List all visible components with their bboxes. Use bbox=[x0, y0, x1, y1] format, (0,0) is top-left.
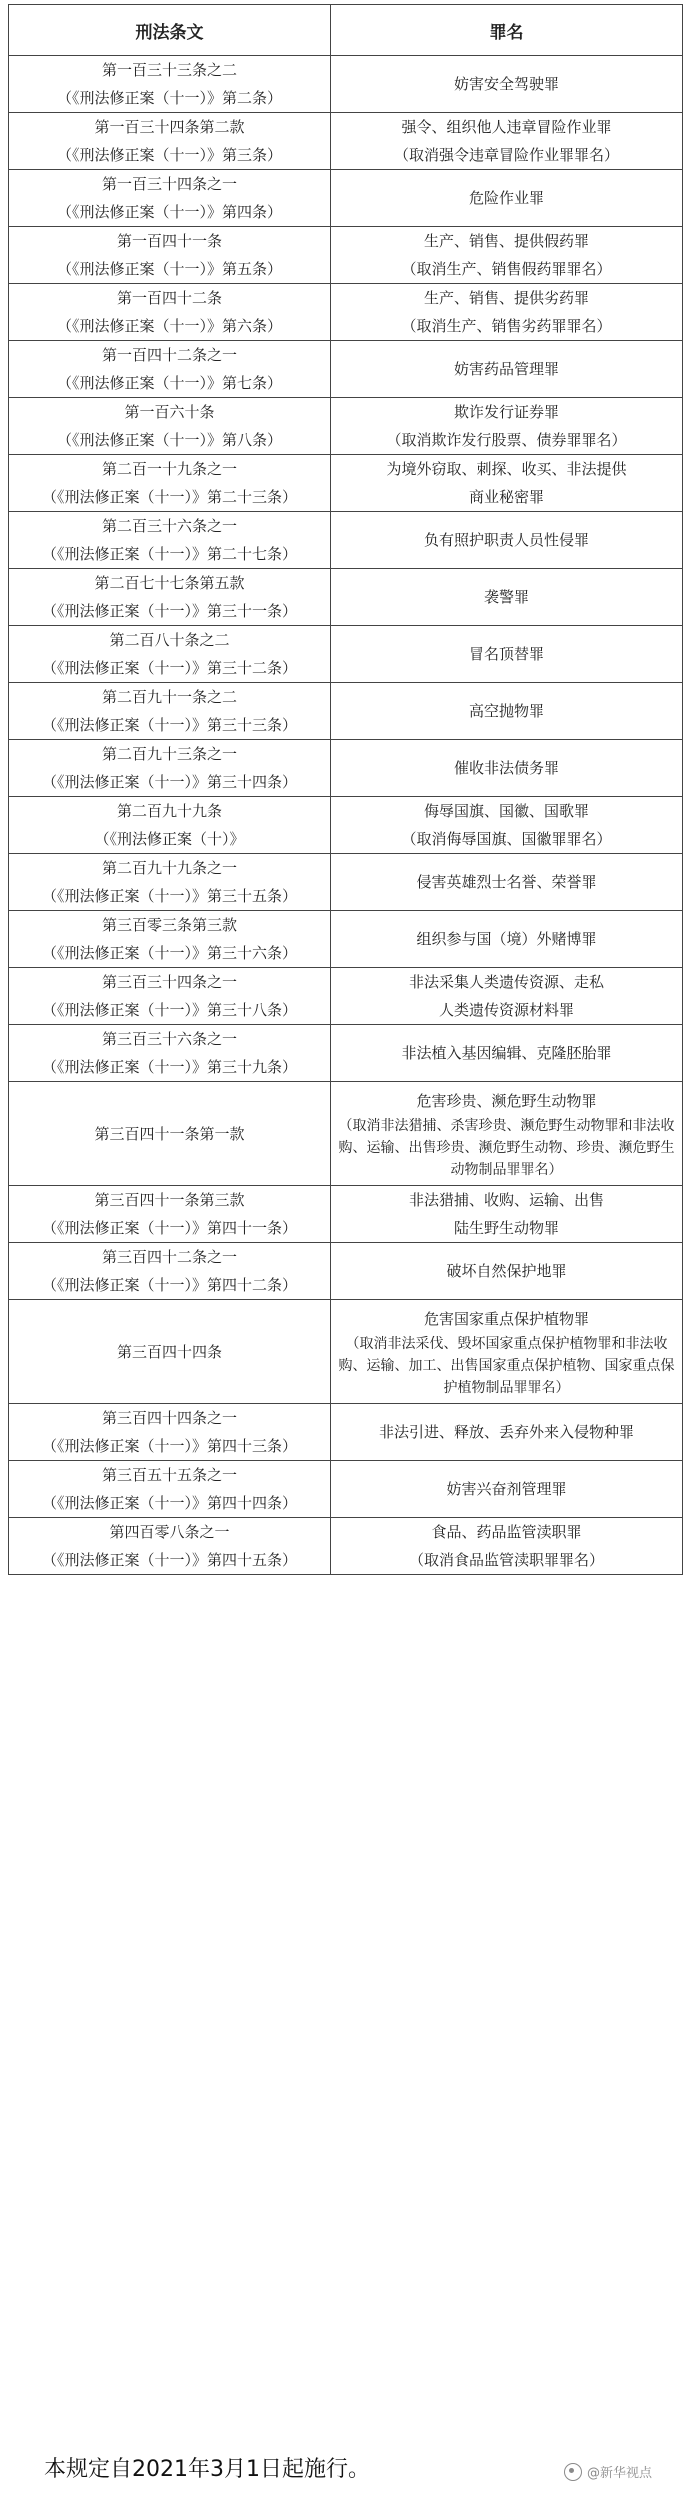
crime-cell bbox=[331, 1518, 683, 1575]
crime-cell bbox=[331, 56, 683, 113]
crime-cell bbox=[331, 455, 683, 512]
crime-name: 非法采集人类遗传资源、走私 bbox=[408, 973, 604, 991]
crime-name: 侵害英雄烈士名誉、荣誉罪 bbox=[416, 873, 597, 891]
crime-cell bbox=[331, 1082, 683, 1186]
crime-cell bbox=[331, 854, 683, 911]
table-row bbox=[9, 1082, 683, 1186]
amendment-reference: （《刑法修正案（十一）》第三十五条） bbox=[41, 887, 297, 905]
article-number: 第一百六十条 bbox=[124, 403, 215, 421]
article-number: 第三百三十四条之一 bbox=[101, 973, 237, 991]
amendment-reference: （《刑法修正案（十一）》第二十七条） bbox=[41, 545, 297, 563]
article-cell bbox=[9, 341, 331, 398]
table-row bbox=[9, 1243, 683, 1300]
header-crime: 罪名 bbox=[331, 5, 683, 56]
crime-name: 侮辱国旗、国徽、国歌罪 bbox=[423, 802, 589, 820]
table-row bbox=[9, 113, 683, 170]
amendment-reference: （《刑法修正案（十一）》第三十四条） bbox=[41, 773, 297, 791]
article-number: 第一百四十二条之一 bbox=[101, 346, 237, 364]
watermark bbox=[564, 2462, 652, 2481]
table-row bbox=[9, 683, 683, 740]
crime-note: （取消非法采伐、毁坏国家重点保护植物罪和非法收购、运输、加工、出售国家重点保护植物、国家重点保护植物制品罪罪名） bbox=[338, 1335, 675, 1396]
amendment-reference: （《刑法修正案（十一）》第四十五条） bbox=[41, 1551, 297, 1569]
article-cell bbox=[9, 1404, 331, 1461]
crime-name: 组织参与国（境）外赌博罪 bbox=[416, 930, 597, 948]
amendment-reference: （《刑法修正案（十一）》第七条） bbox=[56, 374, 282, 392]
crime-cell bbox=[331, 968, 683, 1025]
article-number: 第二百八十条之二 bbox=[109, 631, 230, 649]
table-row bbox=[9, 170, 683, 227]
article-number: 第二百九十一条之二 bbox=[101, 688, 237, 706]
crime-cell bbox=[331, 398, 683, 455]
article-cell bbox=[9, 56, 331, 113]
table-row bbox=[9, 740, 683, 797]
article-number: 第三百四十一条第一款 bbox=[94, 1124, 245, 1143]
amendment-reference: （《刑法修正案（十一）》第三十六条） bbox=[41, 944, 297, 962]
crime-cell bbox=[331, 626, 683, 683]
table-row bbox=[9, 284, 683, 341]
crime-name: 非法植入基因编辑、克隆胚胎罪 bbox=[401, 1044, 612, 1062]
crime-cell bbox=[331, 341, 683, 398]
article-number: 第四百零八条之一 bbox=[109, 1523, 230, 1541]
crime-cell bbox=[331, 740, 683, 797]
table-row bbox=[9, 968, 683, 1025]
article-number: 第二百九十九条 bbox=[116, 802, 222, 820]
article-number: 第三百四十一条第三款 bbox=[94, 1191, 245, 1209]
article-cell bbox=[9, 398, 331, 455]
amendment-reference: （《刑法修正案（十一）》第二条） bbox=[56, 89, 282, 107]
table-row bbox=[9, 1186, 683, 1243]
crime-name: 非法猎捕、收购、运输、出售 bbox=[408, 1191, 604, 1209]
table-row bbox=[9, 512, 683, 569]
article-number: 第三百四十二条之一 bbox=[101, 1248, 237, 1266]
table-row bbox=[9, 227, 683, 284]
article-cell bbox=[9, 1082, 331, 1186]
amendment-reference: （《刑法修正案（十一）》第二十三条） bbox=[41, 488, 297, 506]
crime-name: 冒名顶替罪 bbox=[468, 645, 544, 663]
table-row bbox=[9, 1025, 683, 1082]
crime-note: 商业秘密罪 bbox=[468, 488, 544, 506]
crime-name: 食品、药品监管渎职罪 bbox=[431, 1523, 582, 1541]
crime-name: 破坏自然保护地罪 bbox=[446, 1262, 567, 1280]
crime-note: 陆生野生动物罪 bbox=[453, 1219, 559, 1237]
article-cell bbox=[9, 170, 331, 227]
article-number: 第三百三十六条之一 bbox=[101, 1030, 237, 1048]
article-number: 第一百四十二条 bbox=[116, 289, 222, 307]
crime-cell bbox=[331, 797, 683, 854]
crime-note: （取消生产、销售假药罪罪名） bbox=[401, 260, 612, 278]
crime-note: （取消生产、销售劣药罪罪名） bbox=[401, 317, 612, 335]
crime-name: 生产、销售、提供劣药罪 bbox=[423, 289, 589, 307]
crime-name: 危害珍贵、濒危野生动物罪 bbox=[416, 1091, 597, 1110]
crime-note: 人类遗传资源材料罪 bbox=[438, 1001, 574, 1019]
article-cell bbox=[9, 626, 331, 683]
amendment-reference: （《刑法修正案（十一）》第三十九条） bbox=[41, 1058, 297, 1076]
crime-table bbox=[8, 4, 683, 1575]
amendment-reference: （《刑法修正案（十一）》第四十三条） bbox=[41, 1437, 297, 1455]
crime-name: 高空抛物罪 bbox=[468, 702, 544, 720]
crime-cell bbox=[331, 1300, 683, 1404]
article-cell bbox=[9, 227, 331, 284]
article-number: 第三百四十四条之一 bbox=[101, 1409, 237, 1427]
weibo-icon bbox=[564, 2463, 582, 2481]
crime-name: 负有照护职责人员性侵罪 bbox=[423, 531, 589, 549]
crime-name: 危害国家重点保护植物罪 bbox=[423, 1309, 589, 1328]
article-number: 第二百九十三条之一 bbox=[101, 745, 237, 763]
crime-cell bbox=[331, 911, 683, 968]
article-cell bbox=[9, 968, 331, 1025]
amendment-reference: （《刑法修正案（十一）》第三十八条） bbox=[41, 1001, 297, 1019]
crime-name: 生产、销售、提供假药罪 bbox=[423, 232, 589, 250]
amendment-reference: （《刑法修正案（十一）》第三条） bbox=[56, 146, 282, 164]
crime-name: 袭警罪 bbox=[483, 588, 529, 606]
amendment-reference: （《刑法修正案（十一）》第六条） bbox=[56, 317, 282, 335]
header-article: 刑法条文 bbox=[9, 5, 331, 56]
article-number: 第二百九十九条之一 bbox=[101, 859, 237, 877]
crime-cell bbox=[331, 113, 683, 170]
amendment-reference: （《刑法修正案（十一）》第三十一条） bbox=[41, 602, 297, 620]
crime-cell bbox=[331, 683, 683, 740]
article-cell bbox=[9, 1461, 331, 1518]
effective-date-note: 本规定自2021年3月1日起施行。 bbox=[44, 2457, 370, 2482]
table-row bbox=[9, 626, 683, 683]
article-number: 第二百七十七条第五款 bbox=[94, 574, 245, 592]
crime-name: 催收非法债务罪 bbox=[453, 759, 559, 777]
table-row bbox=[9, 1404, 683, 1461]
amendment-reference: （《刑法修正案（十一）》第四十四条） bbox=[41, 1494, 297, 1512]
article-cell bbox=[9, 569, 331, 626]
article-number: 第一百三十四条第二款 bbox=[94, 118, 245, 136]
crime-cell bbox=[331, 512, 683, 569]
table-row bbox=[9, 1518, 683, 1575]
crime-note: （取消强令违章冒险作业罪罪名） bbox=[393, 146, 619, 164]
crime-cell bbox=[331, 1404, 683, 1461]
crime-name: 妨害药品管理罪 bbox=[453, 360, 559, 378]
crime-note: （取消食品监管渎职罪罪名） bbox=[408, 1551, 604, 1569]
table-row bbox=[9, 854, 683, 911]
crime-name: 危险作业罪 bbox=[468, 189, 544, 207]
article-cell bbox=[9, 740, 331, 797]
article-cell bbox=[9, 455, 331, 512]
article-cell bbox=[9, 1186, 331, 1243]
article-number: 第一百四十一条 bbox=[116, 232, 222, 250]
amendment-reference: （《刑法修正案（十一）》第三十二条） bbox=[41, 659, 297, 677]
crime-name: 妨害兴奋剂管理罪 bbox=[446, 1480, 567, 1498]
article-number: 第三百四十四条 bbox=[116, 1342, 222, 1361]
amendment-reference: （《刑法修正案（十一）》第四十二条） bbox=[41, 1276, 297, 1294]
amendment-reference: （《刑法修正案（十一）》第四十一条） bbox=[41, 1219, 297, 1237]
article-number: 第一百三十四条之一 bbox=[101, 175, 237, 193]
article-number: 第二百三十六条之一 bbox=[101, 517, 237, 535]
crime-name: 强令、组织他人违章冒险作业罪 bbox=[401, 118, 612, 136]
amendment-reference: （《刑法修正案（十一）》第四条） bbox=[56, 203, 282, 221]
table-row bbox=[9, 569, 683, 626]
crime-cell bbox=[331, 284, 683, 341]
crime-note: （取消非法猎捕、杀害珍贵、濒危野生动物罪和非法收购、运输、出售珍贵、濒危野生动物、珍贵、濒危野生动物制品罪罪名） bbox=[338, 1117, 675, 1178]
crime-cell bbox=[331, 1025, 683, 1082]
crime-cell bbox=[331, 1243, 683, 1300]
article-number: 第一百三十三条之二 bbox=[101, 61, 237, 79]
article-cell bbox=[9, 1243, 331, 1300]
crime-note: （取消欺诈发行股票、债券罪罪名） bbox=[386, 431, 627, 449]
amendment-reference: （《刑法修正案（十一）》第八条） bbox=[56, 431, 282, 449]
article-cell bbox=[9, 683, 331, 740]
article-cell bbox=[9, 854, 331, 911]
table-row bbox=[9, 1300, 683, 1404]
table-row bbox=[9, 56, 683, 113]
crime-cell bbox=[331, 227, 683, 284]
crime-cell bbox=[331, 1461, 683, 1518]
amendment-reference: （《刑法修正案（十一）》第五条） bbox=[56, 260, 282, 278]
crime-name: 妨害安全驾驶罪 bbox=[453, 75, 559, 93]
article-number: 第三百零三条第三款 bbox=[101, 916, 237, 934]
crime-cell bbox=[331, 569, 683, 626]
table-row bbox=[9, 455, 683, 512]
article-cell bbox=[9, 1518, 331, 1575]
article-number: 第三百五十五条之一 bbox=[101, 1466, 237, 1484]
article-cell bbox=[9, 1025, 331, 1082]
amendment-reference: （《刑法修正案（十一）》第三十三条） bbox=[41, 716, 297, 734]
article-cell bbox=[9, 284, 331, 341]
crime-name: 欺诈发行证券罪 bbox=[453, 403, 559, 421]
crime-name: 非法引进、释放、丢弃外来入侵物种罪 bbox=[378, 1423, 634, 1441]
article-cell bbox=[9, 512, 331, 569]
crime-cell bbox=[331, 170, 683, 227]
table-row bbox=[9, 911, 683, 968]
article-cell bbox=[9, 797, 331, 854]
article-cell bbox=[9, 911, 331, 968]
article-cell bbox=[9, 113, 331, 170]
table-row bbox=[9, 797, 683, 854]
table-row bbox=[9, 341, 683, 398]
table-row bbox=[9, 398, 683, 455]
table-header-row bbox=[9, 5, 683, 56]
article-cell bbox=[9, 1300, 331, 1404]
table-row bbox=[9, 1461, 683, 1518]
crime-name: 为境外窃取、刺探、收买、非法提供 bbox=[386, 460, 627, 478]
watermark-text: @新华视点 bbox=[586, 2466, 652, 2481]
crime-note: （取消侮辱国旗、国徽罪罪名） bbox=[401, 830, 612, 848]
amendment-reference: （《刑法修正案（十）》 bbox=[94, 830, 245, 848]
crime-cell bbox=[331, 1186, 683, 1243]
article-number: 第二百一十九条之一 bbox=[101, 460, 237, 478]
